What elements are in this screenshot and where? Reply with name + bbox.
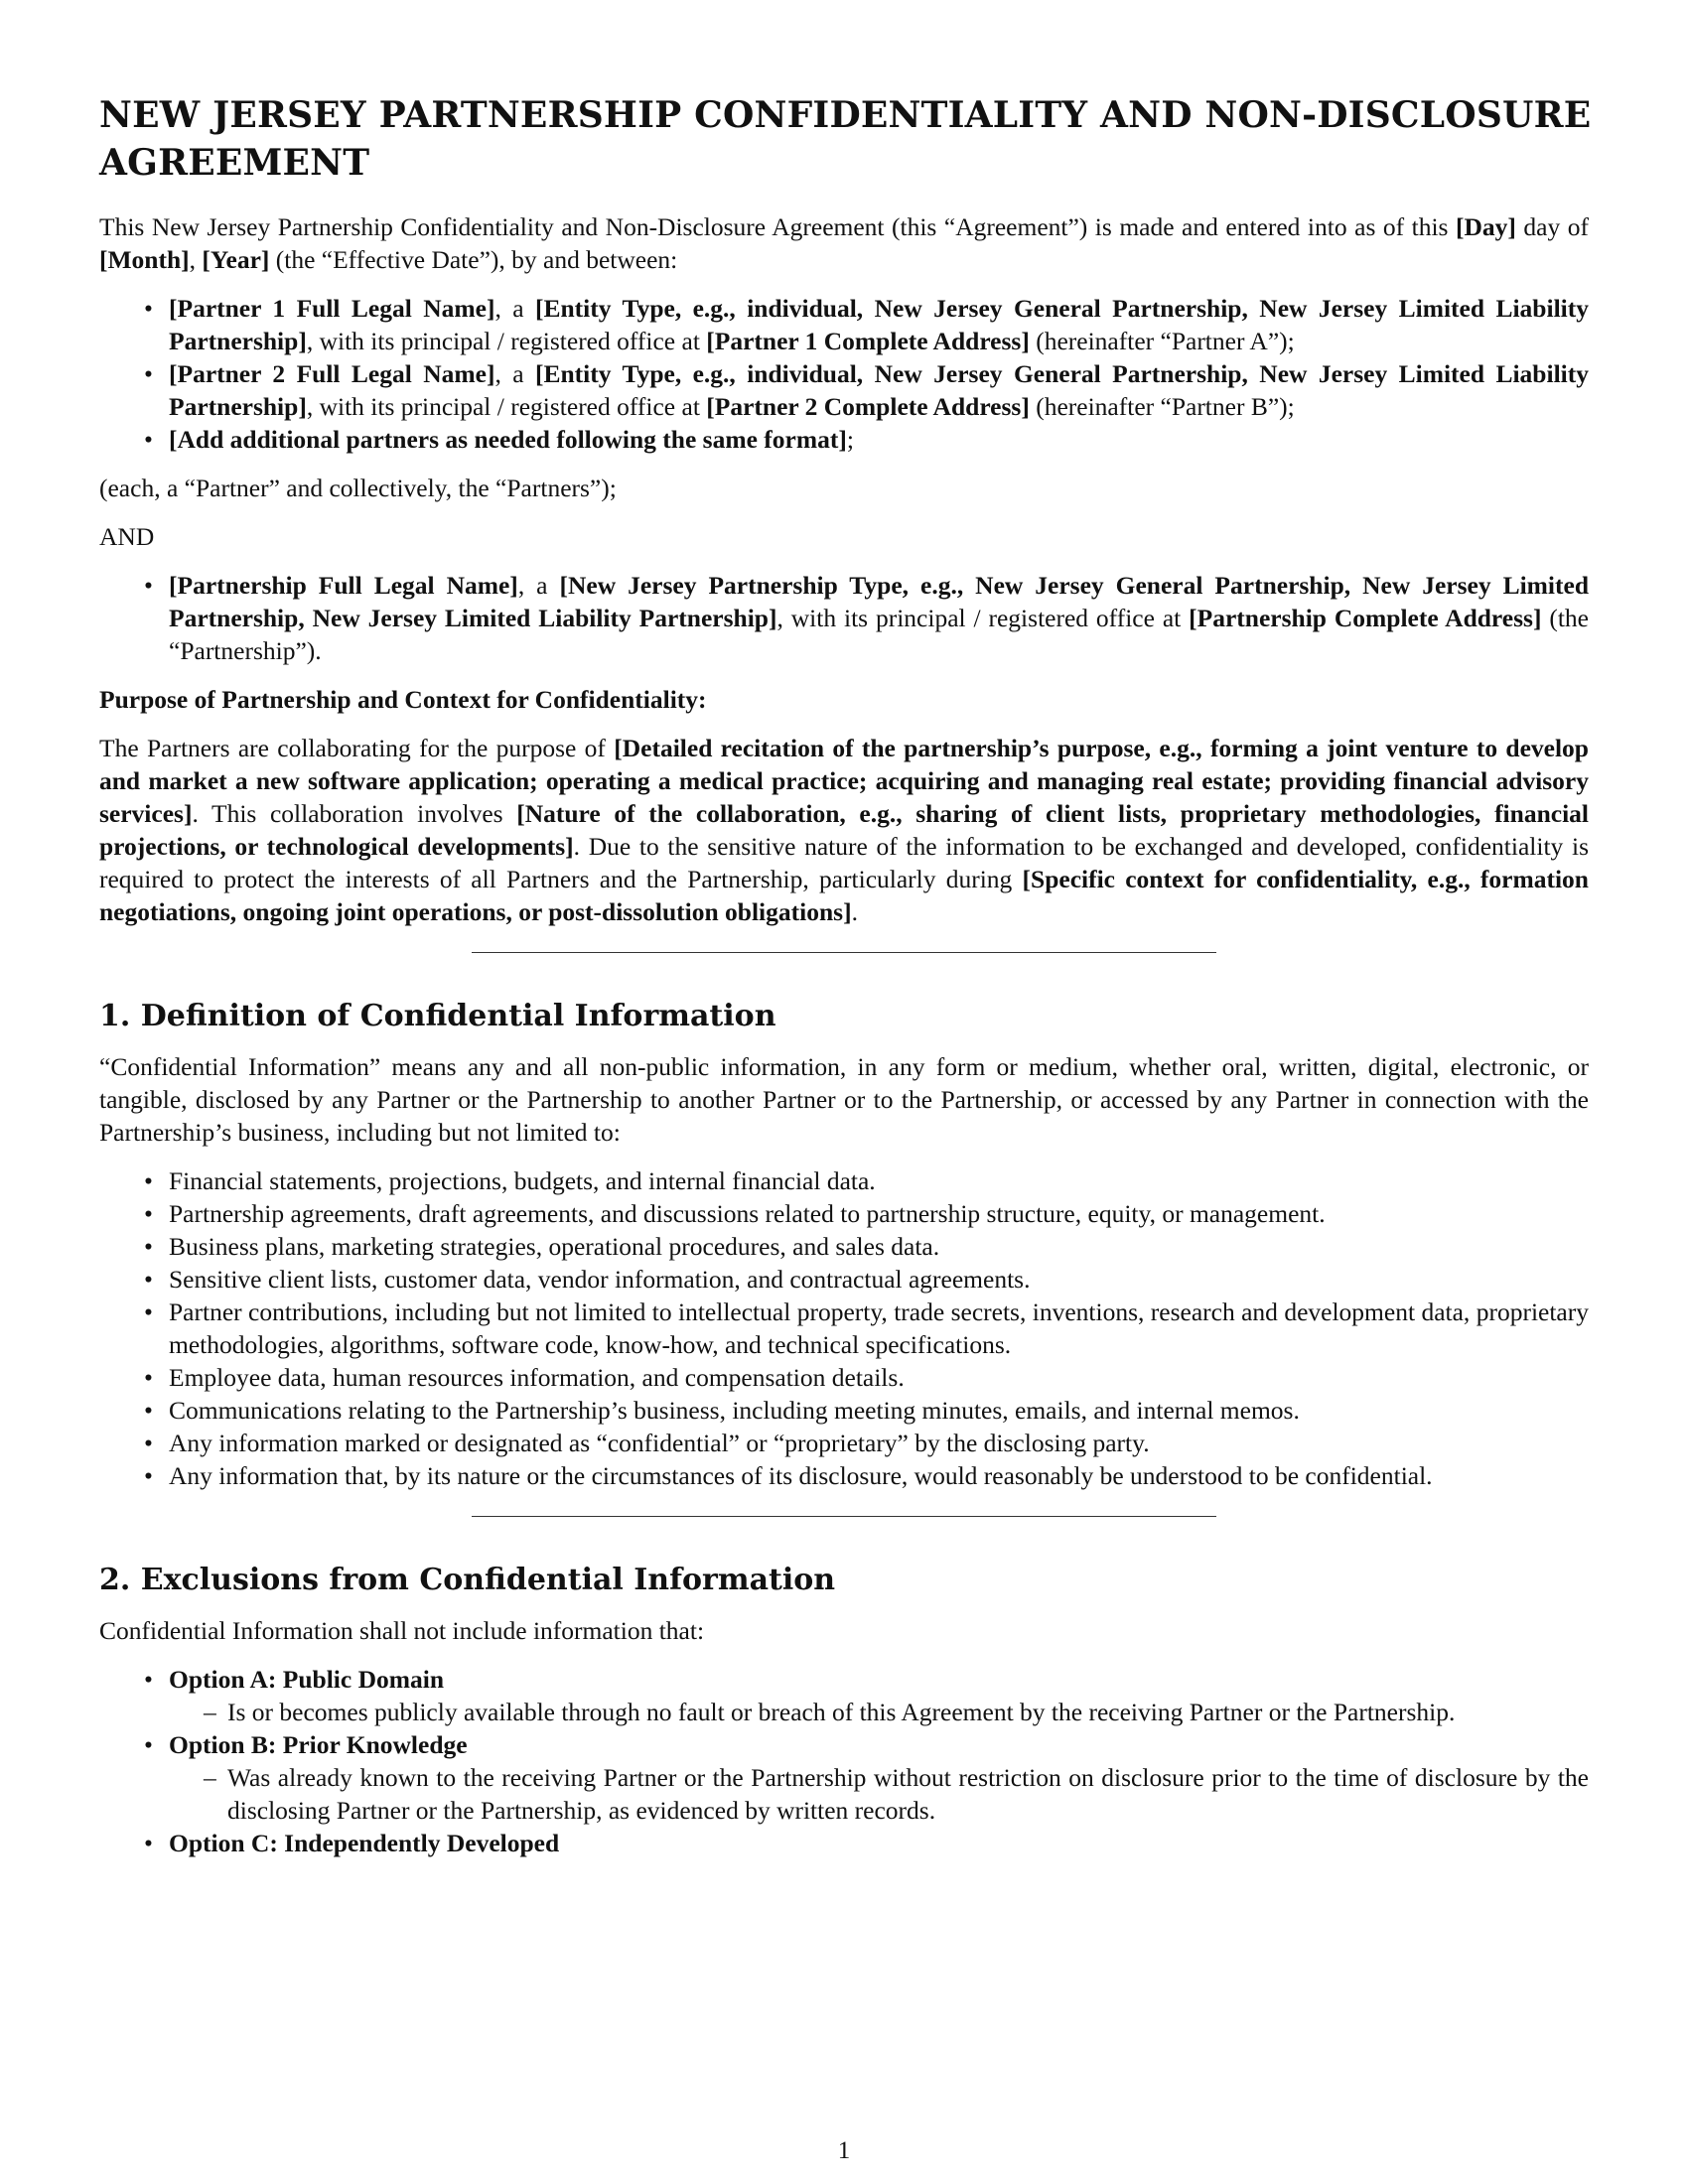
partner-text: (hereinafter “Partner B”); [1029,392,1295,421]
partner-address-placeholder: [Partner 2 Complete Address] [706,392,1030,421]
partner-a-item [169,292,1589,357]
partner-text: , a [494,294,535,323]
list-item: • Financial statements, projections, budgets, and internal financial data. [169,1164,1589,1197]
list-item: • Partner contributions, including but not limited to intellectual property, trade secrets, inventions, research and development data, proprietary methodologies, algorithms, software code, know-how, and technical specifications. [169,1296,1589,1361]
partner-address-placeholder: [Partner 1 Complete Address] [706,327,1030,355]
purpose-heading: Purpose of Partnership and Context for Confidentiality: [99,685,707,714]
option-label: Option A: Public Domain [169,1665,445,1694]
document-page [99,91,1592,1875]
page-number: 1 [837,2137,851,2164]
section-1-intro: “Confidential Information” means any and all non-public information, in any form or medium, whether oral, written, digital, electronic, or tangible, disclosed by any Partner or the Partnership to another Partner or to the Partnership, or accessed by any Partner in connection with the Partnership’s business, including but not limited to: [99,1052,1589,1147]
section-2-heading: 2. Exclusions from Confidential Information [99,1563,836,1597]
list-item: • Employee data, human resources information, and compensation details. [169,1361,1589,1394]
section-1-heading: 1. Definition of Confidential Information [99,999,776,1033]
entity-type-placeholder: [Entity Type, e.g., individual, New Jersey General Partnership, New Jersey Limited Liability Partnership] [169,294,1589,355]
document-title-line-1: NEW JERSEY PARTNERSHIP CONFIDENTIALITY AND NON-DISCLOSURE [99,94,1592,136]
intro-text: , [189,245,203,274]
purpose-text: . Due to the sensitive nature of the information to be exchanged and developed, confidentiality is required to protect the interests of all Partners and the Partnership, particularly during [99,832,1589,893]
option-detail: – Is or becomes publicly available through no fault or breach of this Agreement by the receiving Partner or the Partnership. [227,1696,1589,1728]
section-2-intro: Confidential Information shall not include information that: [99,1616,705,1645]
intro-text: day of [1515,212,1589,241]
option-detail: – Was already known to the receiving Partner or the Partnership without restriction on disclosure prior to the time of disclosure by the disclosing Partner or the Partnership, as evidenced by written records. [227,1761,1589,1827]
partner-text: (hereinafter “Partner A”); [1029,327,1295,355]
partners-list [99,292,1589,456]
list-item: • Any information marked or designated as “confidential” or “proprietary” by the disclosing party. [169,1427,1589,1459]
section-divider [472,1516,1216,1517]
list-item: • Sensitive client lists, customer data, vendor information, and contractual agreements. [169,1263,1589,1296]
list-item: • Any information that, by its nature or the circumstances of its disclosure, would reasonably be understood to be confidential. [169,1459,1589,1492]
purpose-text: . This collaboration involves [192,799,517,828]
partner-name-placeholder: [Partner 2 Full Legal Name] [169,359,495,388]
entity-type-placeholder: [Entity Type, e.g., individual, New Jersey General Partnership, New Jersey Limited Liability Partnership] [169,359,1589,421]
confidential-info-list [99,1164,1589,1492]
intro-paragraph [99,210,1589,276]
partner-text: ; [846,425,854,454]
document-title-line-2: AGREEMENT [99,142,370,184]
intro-text: (the “Effective Date”), by and between: [269,245,678,274]
purpose-text: . [851,897,858,926]
option-label: Option B: Prior Knowledge [169,1730,468,1759]
partner-text: , with its principal / registered office at [306,392,707,421]
and-label: AND [99,522,155,551]
option-detail-list [169,1761,1589,1827]
additional-partners-placeholder: [Add additional partners as needed following the same format] [169,425,847,454]
collaboration-placeholder: [Nature of the collaboration, e.g., sharing of client lists, proprietary methodologies, financial projections, or technological developments] [99,799,1589,861]
partner-text: , a [494,359,535,388]
partnership-type-placeholder: [New Jersey Partnership Type, e.g., New Jersey General Partnership, New Jersey Limited Partnership, New Jersey Limited Liability Partnership] [169,571,1590,632]
purpose-paragraph [99,732,1589,928]
partnership-list [99,569,1589,667]
partner-b-item [169,357,1589,423]
purpose-placeholder: [Detailed recitation of the partnership’s purpose, e.g., forming a joint venture to develop and market a new software application; operating a medical practice; acquiring and managing real estate; providing financial advisory services] [99,734,1589,828]
partnership-address-placeholder: [Partnership Complete Address] [1189,604,1542,632]
section-divider [472,952,1216,953]
document-title [99,91,1592,187]
day-placeholder: [Day] [1456,212,1516,241]
partnership-item [169,569,1589,667]
exclusion-option-b [169,1728,1589,1827]
list-item: • Communications relating to the Partnership’s business, including meeting minutes, emails, and internal memos. [169,1394,1589,1427]
list-item: • Business plans, marketing strategies, operational procedures, and sales data. [169,1230,1589,1263]
year-placeholder: [Year] [202,245,270,274]
list-item: • Partnership agreements, draft agreements, and discussions related to partnership structure, equity, or management. [169,1197,1589,1230]
context-placeholder: [Specific context for confidentiality, e.g., formation negotiations, ongoing joint operations, or post-dissolution obligations] [99,865,1589,926]
exclusion-option-c [169,1827,1589,1859]
partnership-text: , with its principal / registered office at [776,604,1190,632]
intro-text: This New Jersey Partnership Confidentiality and Non-Disclosure Agreement (this “Agreement”) is made and entered into as of this [99,212,1456,241]
partnership-text: , a [517,571,560,600]
collective-definition: (each, a “Partner” and collectively, the “Partners”); [99,474,617,502]
month-placeholder: [Month] [99,245,190,274]
option-label: Option C: Independently Developed [169,1829,560,1857]
purpose-text: The Partners are collaborating for the purpose of [99,734,615,762]
option-detail-list [169,1696,1589,1728]
exclusion-option-a [169,1663,1589,1728]
exclusions-list [99,1663,1589,1859]
partner-name-placeholder: [Partner 1 Full Legal Name] [169,294,495,323]
partner-text: , with its principal / registered office at [306,327,707,355]
additional-partners-item [169,423,1589,456]
partnership-text: (the “Partnership”). [169,604,1589,665]
partnership-name-placeholder: [Partnership Full Legal Name] [169,571,518,600]
